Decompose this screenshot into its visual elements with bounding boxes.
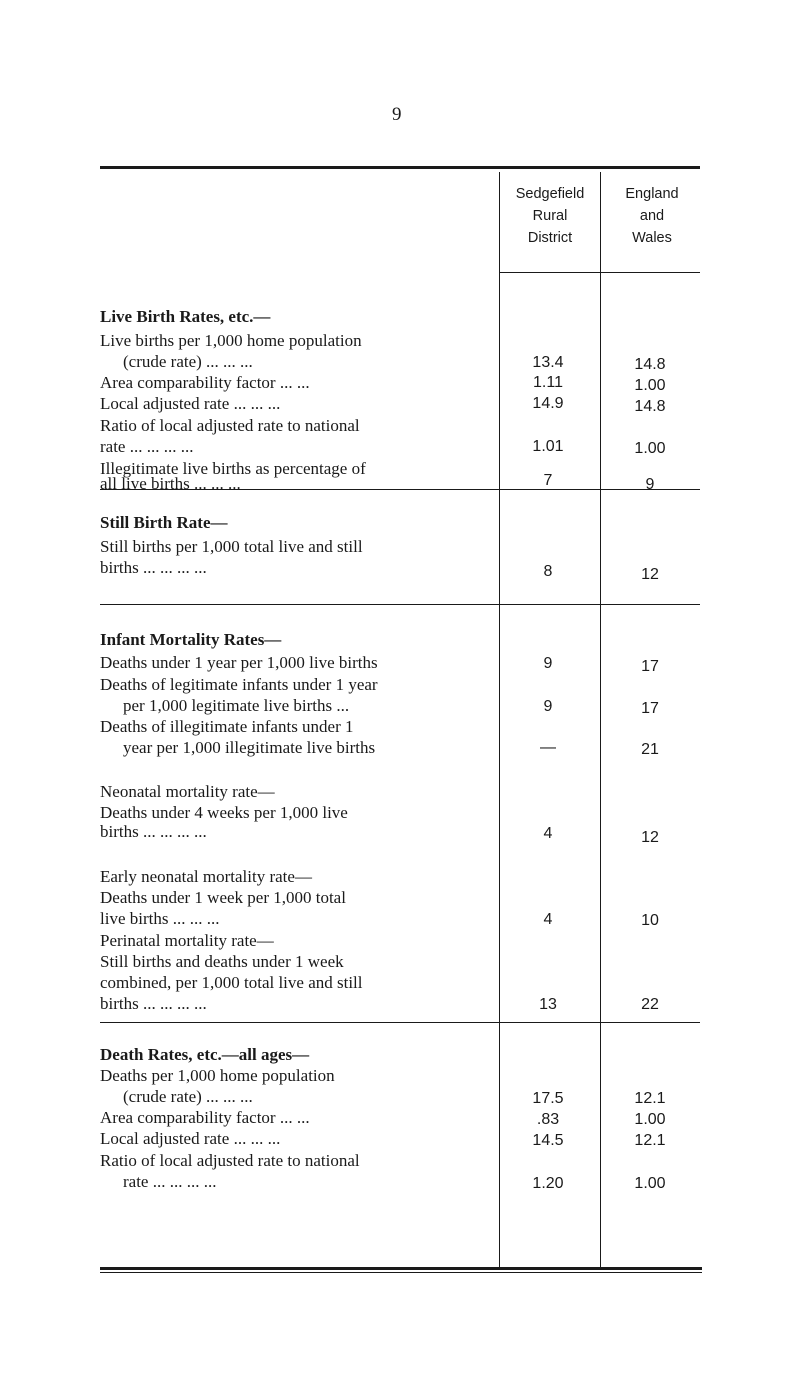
row-label: Local adjusted rate ... ... ...: [100, 394, 281, 413]
value-england: 1.00: [634, 440, 666, 457]
col2-line3: Wales: [632, 230, 672, 246]
row-label: year per 1,000 illegitimate live births: [123, 738, 376, 757]
row-label: all live births ... ... ...: [100, 474, 241, 493]
value-sedgefield: 1.20: [532, 1175, 564, 1192]
row-label: Area comparability factor ... ...: [100, 373, 310, 392]
value-england: 1.00: [634, 1111, 666, 1128]
row-label: Ratio of local adjusted rate to national: [100, 416, 360, 435]
row-label: live births ... ... ...: [100, 909, 220, 928]
value-sedgefield: .83: [536, 1111, 560, 1128]
row-label: rate ... ... ... ...: [100, 437, 194, 456]
row-label: Neonatal mortality rate—: [100, 782, 275, 801]
row-label: Deaths of illegitimate infants under 1: [100, 717, 354, 736]
value-england: 12.1: [634, 1090, 666, 1107]
value-sedgefield: 9: [543, 698, 553, 715]
value-england: 17: [641, 658, 659, 675]
row-label: (crude rate) ... ... ...: [123, 1087, 253, 1106]
value-england: 10: [641, 912, 659, 929]
row-label: births ... ... ... ...: [100, 558, 207, 577]
value-england: 22: [641, 996, 659, 1013]
row-label: births ... ... ... ...: [100, 994, 207, 1013]
value-sedgefield: 8: [543, 563, 553, 580]
divider-2: [100, 604, 700, 605]
value-sedgefield: 4: [543, 825, 553, 842]
row-label: Deaths per 1,000 home population: [100, 1066, 335, 1085]
row-label: combined, per 1,000 total live and still: [100, 973, 363, 992]
row-label: Early neonatal mortality rate—: [100, 867, 312, 886]
row-label: rate ... ... ... ...: [123, 1172, 217, 1191]
bottom-rule-2: [100, 1272, 702, 1273]
value-sedgefield: 13: [539, 996, 557, 1013]
col2-line2: and: [639, 208, 665, 224]
value-sedgefield: 1.01: [532, 438, 564, 455]
row-label: Still births per 1,000 total live and still: [100, 537, 363, 556]
column-header-sedgefield: [502, 183, 598, 249]
value-england: 21: [641, 741, 659, 758]
value-sedgefield: 9: [543, 655, 553, 672]
row-label: Deaths of legitimate infants under 1 year: [100, 675, 378, 694]
value-sedgefield: 4: [543, 911, 553, 928]
col1-line3: District: [527, 230, 573, 246]
value-england: 12: [641, 829, 659, 846]
value-sedgefield: —: [540, 739, 556, 756]
section-heading-live-birth: Live Birth Rates, etc.—: [100, 307, 271, 326]
row-label: Perinatal mortality rate—: [100, 931, 274, 950]
section-heading-death-rates: Death Rates, etc.—all ages—: [100, 1045, 310, 1064]
value-sedgefield: 14.9: [532, 395, 564, 412]
column-separator-1: [499, 172, 500, 1267]
value-england: 14.8: [634, 398, 666, 415]
column-header-england-wales: [604, 183, 700, 249]
row-label: births ... ... ... ...: [100, 822, 207, 841]
value-england: 9: [645, 476, 655, 493]
row-label: Deaths under 1 week per 1,000 total: [100, 888, 346, 907]
divider-3: [100, 1022, 700, 1023]
value-sedgefield: 7: [543, 472, 553, 489]
row-label: Deaths under 4 weeks per 1,000 live: [100, 803, 348, 822]
row-label: Still births and deaths under 1 week: [100, 952, 344, 971]
row-label: Area comparability factor ... ...: [100, 1108, 310, 1127]
row-label: Ratio of local adjusted rate to national: [100, 1151, 360, 1170]
value-england: 14.8: [634, 356, 666, 373]
value-england: 17: [641, 700, 659, 717]
row-label: Deaths under 1 year per 1,000 live births: [100, 653, 378, 672]
row-label: Illegitimate live births as percentage of: [100, 459, 366, 478]
value-sedgefield: 14.5: [532, 1132, 564, 1149]
column-separator-2: [600, 172, 601, 1267]
value-england: 12.1: [634, 1132, 666, 1149]
row-label: Live births per 1,000 home population: [100, 331, 362, 350]
value-england: 1.00: [634, 377, 666, 394]
top-rule: [100, 166, 700, 169]
value-sedgefield: 17.5: [532, 1090, 564, 1107]
page-number: 9: [392, 104, 402, 125]
row-label: (crude rate) ... ... ...: [123, 352, 253, 371]
row-label: Local adjusted rate ... ... ...: [100, 1129, 281, 1148]
col2-line1: England: [625, 186, 679, 202]
col1-line2: Rural: [532, 208, 568, 224]
section-heading-infant-mortality: Infant Mortality Rates—: [100, 630, 282, 649]
value-england: 12: [641, 566, 659, 583]
value-sedgefield: 1.11: [533, 374, 563, 391]
section-heading-still-birth: Still Birth Rate—: [100, 513, 228, 532]
bottom-rule: [100, 1267, 702, 1270]
col1-line1: Sedgefield: [515, 186, 585, 202]
value-sedgefield: 13.4: [532, 354, 564, 371]
value-england: 1.00: [634, 1175, 666, 1192]
row-label: per 1,000 legitimate live births ...: [123, 696, 350, 715]
